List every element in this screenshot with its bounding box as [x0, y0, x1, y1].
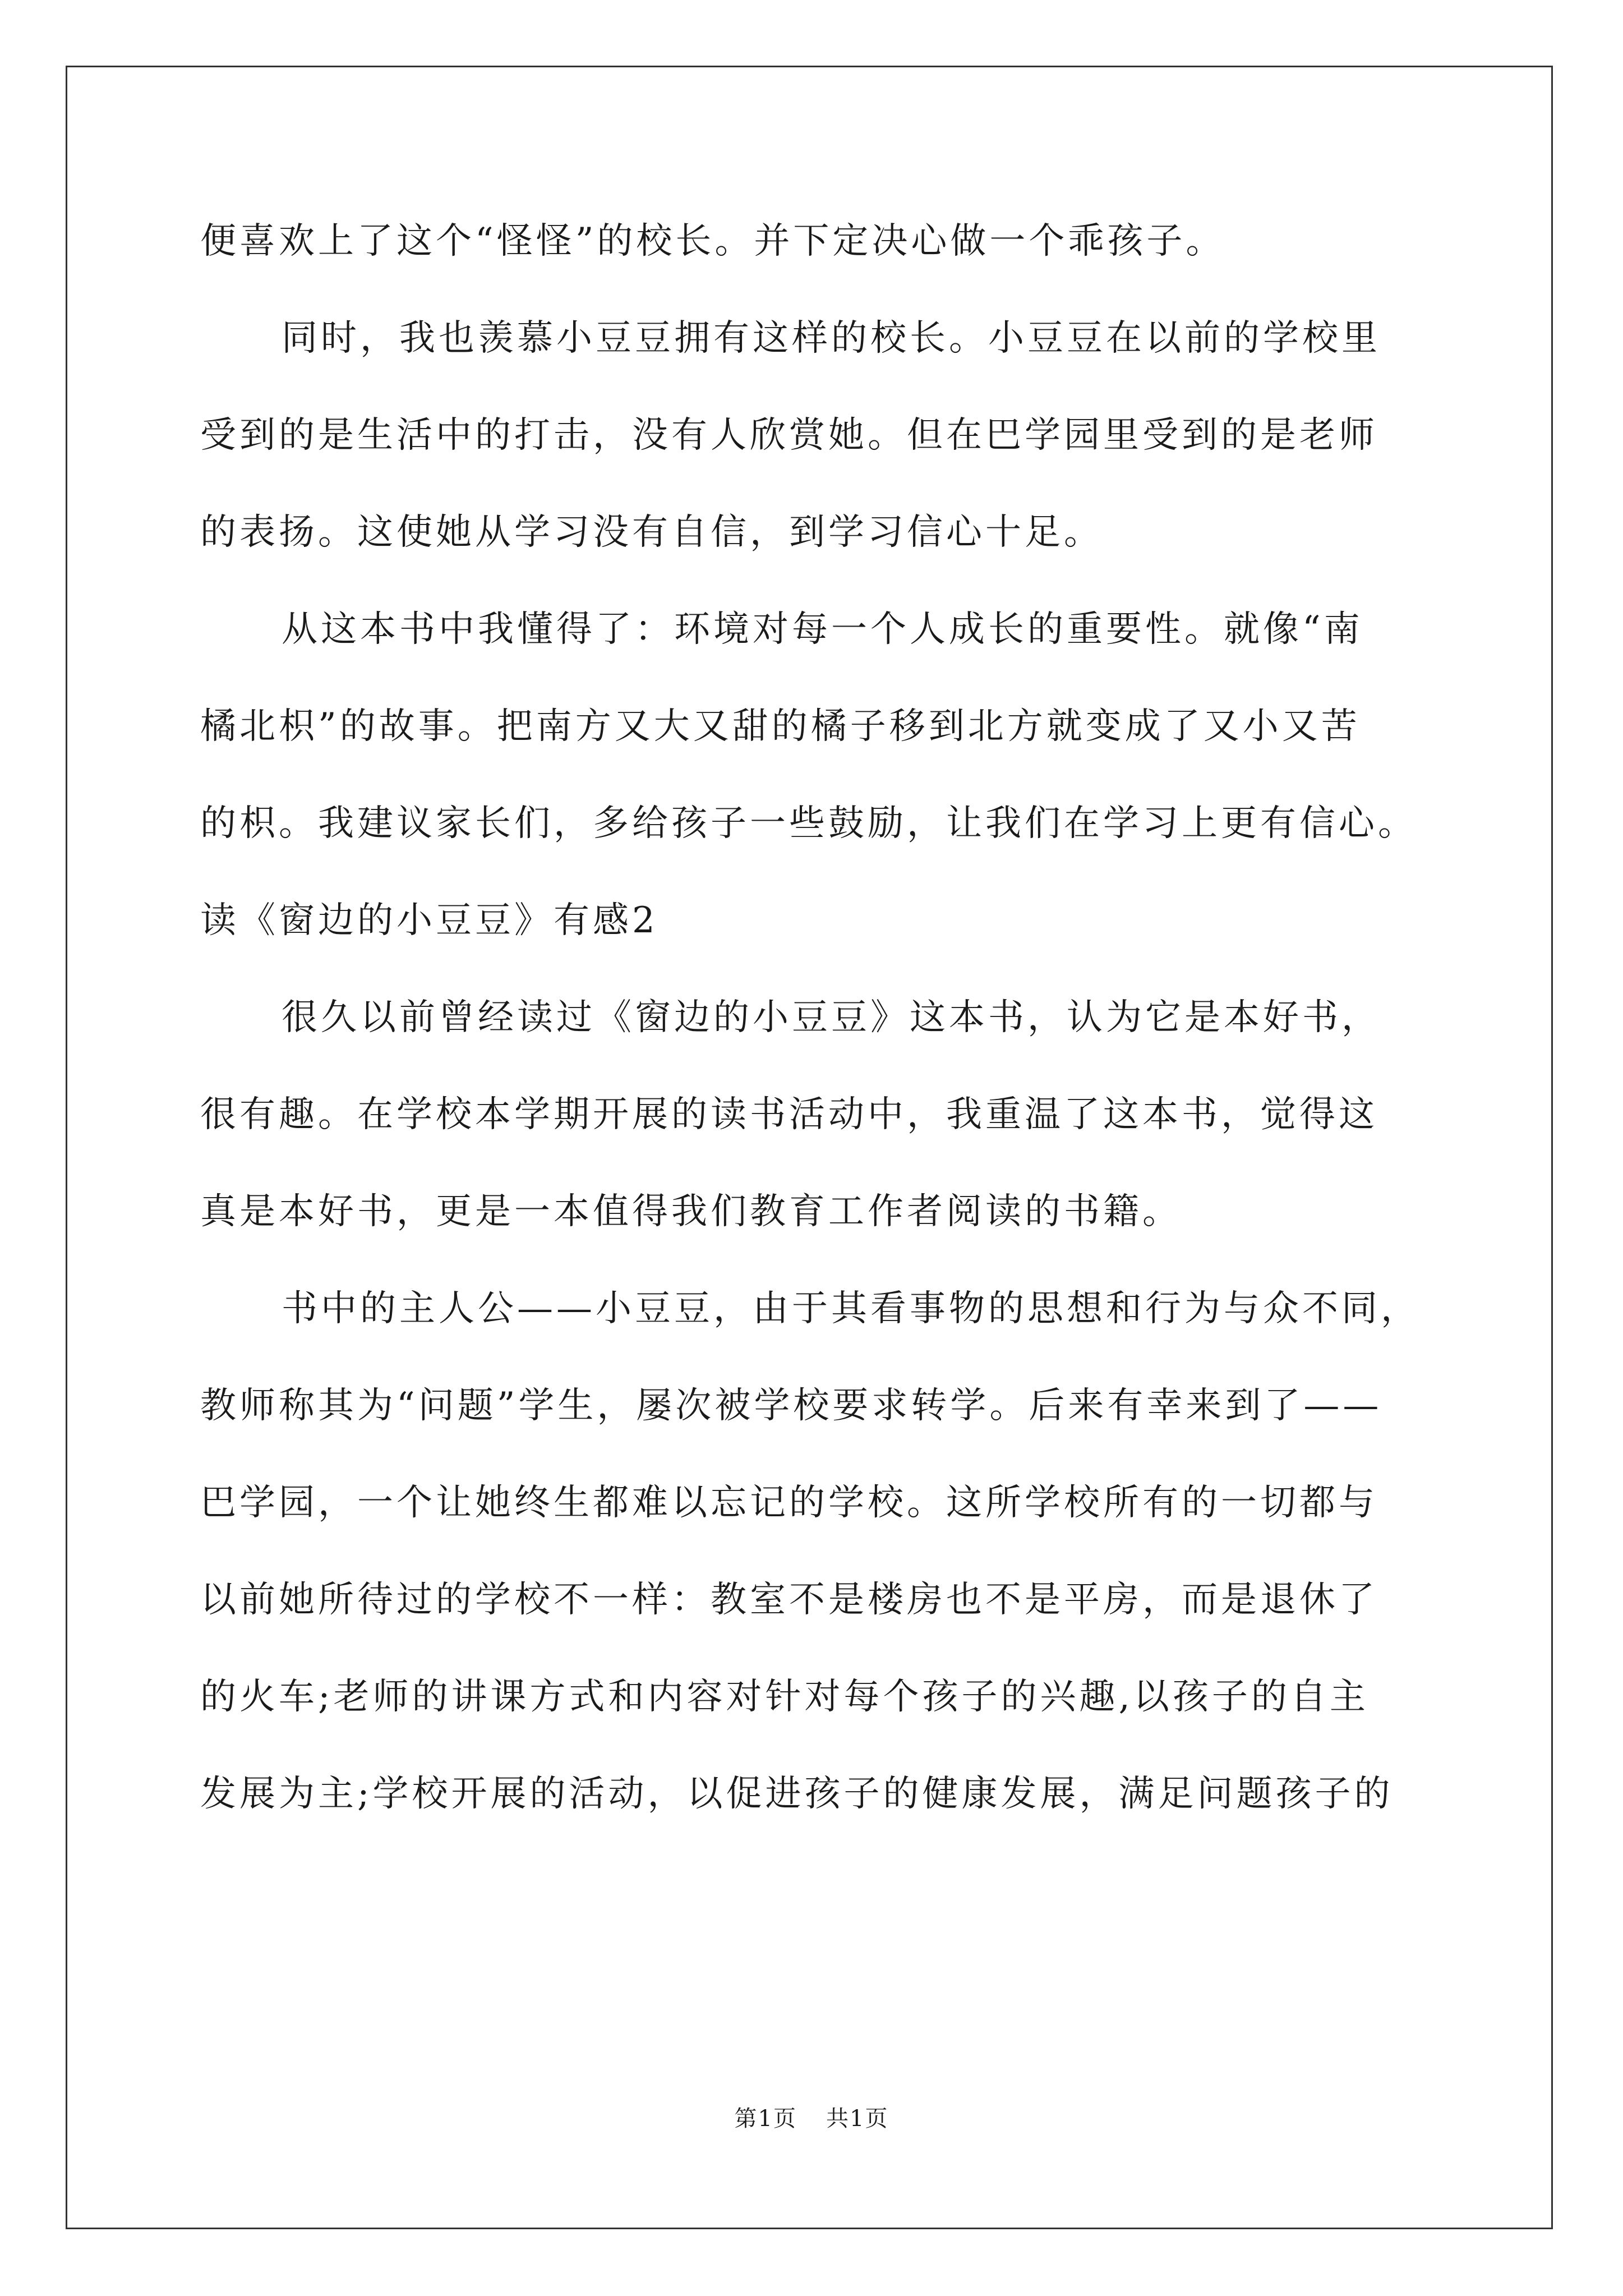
text-line: 发展为主;学校开展的活动，以促进孩子的健康发展，满足问题孩子的 [200, 1773, 1394, 1815]
text-line: 真是本好书，更是一本值得我们教育工作者阅读的书籍。 [200, 1191, 1182, 1232]
document-body [200, 208, 1451, 1857]
text-line: 的火车;老师的讲课方式和内容对针对每个孩子的兴趣,以孩子的自主 [200, 1676, 1369, 1718]
page-number: 第1页 [734, 2106, 797, 2132]
paragraph-start-line: 书中的主人公——小豆豆，由于其看事物的思想和行为与众不同， [282, 1288, 1420, 1329]
section-heading: 读《窗边的小豆豆》有感2 [200, 900, 658, 941]
text-line: 巴学园，一个让她终生都难以忘记的学校。这所学校所有的一切都与 [200, 1482, 1378, 1524]
text-line: 的表扬。这使她从学习没有自信，到学习信心十足。 [200, 512, 1103, 553]
paragraph-start-line: 同时，我也羡慕小豆豆拥有这样的校长。小豆豆在以前的学校里 [282, 318, 1381, 359]
text-line: 便喜欢上了这个“怪怪”的校长。并下定决心做一个乖孩子。 [200, 220, 1225, 262]
text-line: 以前她所待过的学校不一样：教室不是楼房也不是平房，而是退休了 [200, 1579, 1378, 1621]
paragraph-start-line: 很久以前曾经读过《窗边的小豆豆》这本书，认为它是本好书， [282, 997, 1381, 1038]
page-footer [0, 2101, 1623, 2133]
paragraph-start-line: 从这本书中我懂得了：环境对每一个人成长的重要性。就像“南 [282, 609, 1363, 650]
page-total: 共1页 [826, 2106, 889, 2132]
text-line: 受到的是生活中的打击，没有人欣赏她。但在巴学园里受到的是老师 [200, 415, 1378, 456]
text-line: 很有趣。在学校本学期开展的读书活动中，我重温了这本书，觉得这 [200, 1094, 1378, 1135]
text-line: 教师称其为“问题”学生，屡次被学校要求转学。后来有幸来到了—— [200, 1385, 1382, 1427]
text-line: 橘北枳”的故事。把南方又大又甜的橘子移到北方就变成了又小又苦 [200, 706, 1361, 747]
text-line: 的枳。我建议家长们，多给孩子一些鼓励，让我们在学习上更有信心。 [200, 803, 1417, 844]
